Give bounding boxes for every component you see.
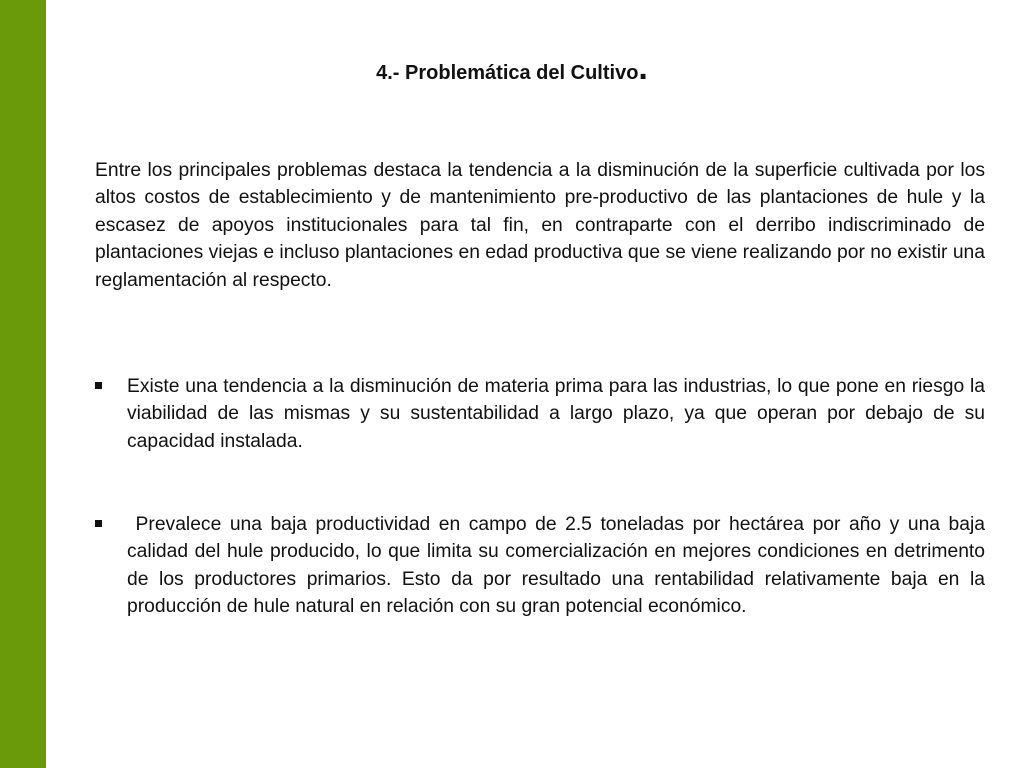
accent-side-bar xyxy=(0,0,46,768)
bullet-item xyxy=(95,373,985,455)
slide-title xyxy=(0,49,1024,90)
slide-title-text: 4.- Problemática del Cultivo xyxy=(376,62,639,84)
bullet-text: Existe una tendencia a la disminución de materia prima para las industrias, lo que pone en riesgo la viabilidad de las mismas y su sustentabilidad a largo plazo, ya que operan por debajo de su capacidad instalada. xyxy=(127,376,985,452)
slide-title-period: . xyxy=(638,49,648,87)
square-bullet-icon xyxy=(95,520,102,527)
intro-paragraph: Entre los principales problemas destaca la tendencia a la disminución de la superficie cultivada por los altos costos de establecimiento y de mantenimiento pre-productivo de las plantaciones de hule y la escasez de apoyos institucionales para tal fin, en contraparte con el derribo indiscriminado de plantaciones viejas e incluso plantaciones en edad productiva que se viene realizando por no existir una reglamentación al respecto. xyxy=(95,160,985,291)
bullet-item xyxy=(95,511,991,621)
square-bullet-icon xyxy=(95,382,102,389)
bullet-text: Prevalece una baja productividad en campo de 2.5 toneladas por hectárea por año y una baja calidad del hule producido, lo que limita su comercialización en mejores condiciones en detrimento de los productores primarios. Esto da por resultado una rentabilidad relativamente baja en la producción de hule natural en relación con su gran potencial económico. xyxy=(127,514,991,618)
